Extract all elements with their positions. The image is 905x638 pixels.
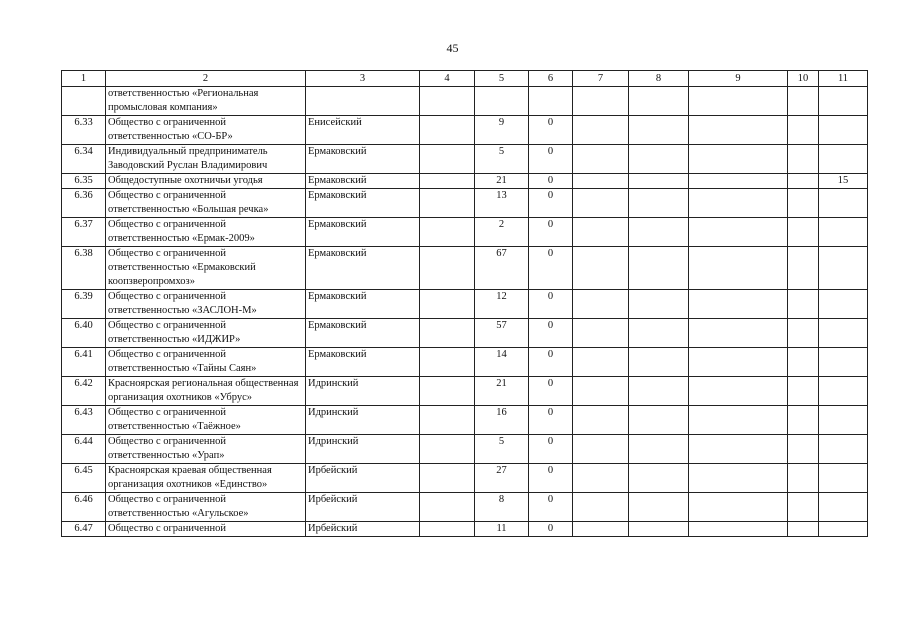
table-cell bbox=[689, 116, 788, 145]
table-cell bbox=[420, 247, 475, 290]
table-cell bbox=[689, 218, 788, 247]
table-cell bbox=[788, 377, 819, 406]
table-cell bbox=[788, 406, 819, 435]
table-cell bbox=[573, 189, 629, 218]
table-cell bbox=[819, 319, 868, 348]
table-cell: 8 bbox=[475, 493, 529, 522]
table-cell: 0 bbox=[529, 377, 573, 406]
table-cell bbox=[475, 87, 529, 116]
table-cell bbox=[689, 464, 788, 493]
table-cell bbox=[420, 522, 475, 537]
table-cell bbox=[788, 522, 819, 537]
table-cell bbox=[689, 247, 788, 290]
table-cell bbox=[819, 145, 868, 174]
table-cell: Ирбейский bbox=[306, 522, 420, 537]
table-cell: Ермаковский bbox=[306, 189, 420, 218]
page-number: 45 bbox=[446, 41, 459, 55]
table-cell bbox=[573, 435, 629, 464]
table-cell bbox=[819, 290, 868, 319]
table-cell bbox=[788, 189, 819, 218]
table-cell: 67 bbox=[475, 247, 529, 290]
table-cell bbox=[819, 348, 868, 377]
table-cell bbox=[819, 189, 868, 218]
table-row bbox=[62, 493, 868, 522]
table-cell bbox=[819, 522, 868, 537]
table-cell: Общество с ограниченной ответственностью «Тайны Саян» bbox=[106, 348, 306, 377]
table-cell bbox=[420, 174, 475, 189]
table-cell bbox=[420, 319, 475, 348]
table-cell bbox=[420, 493, 475, 522]
table-cell: Идринский bbox=[306, 435, 420, 464]
table-cell bbox=[788, 464, 819, 493]
table-cell bbox=[788, 116, 819, 145]
table-cell: Общество с ограниченной ответственностью «Таёжное» bbox=[106, 406, 306, 435]
table-cell: 0 bbox=[529, 145, 573, 174]
table-cell bbox=[629, 377, 689, 406]
table-cell: Общество с ограниченной ответственностью «ИДЖИР» bbox=[106, 319, 306, 348]
table-row bbox=[62, 189, 868, 218]
table-cell: 9 bbox=[475, 116, 529, 145]
table-cell bbox=[788, 218, 819, 247]
table-cell bbox=[689, 406, 788, 435]
column-header: 5 bbox=[475, 71, 529, 87]
table-cell bbox=[689, 493, 788, 522]
table-cell: Ермаковский bbox=[306, 247, 420, 290]
table-cell bbox=[788, 247, 819, 290]
table-cell: Общество с ограниченной ответственностью «Урап» bbox=[106, 435, 306, 464]
table-cell bbox=[819, 435, 868, 464]
table-cell: 6.39 bbox=[62, 290, 106, 319]
table-cell bbox=[629, 218, 689, 247]
table-cell bbox=[819, 377, 868, 406]
table-cell bbox=[573, 406, 629, 435]
table-cell: Общество с ограниченной ответственностью «Большая речка» bbox=[106, 189, 306, 218]
table-cell bbox=[573, 319, 629, 348]
table-cell: 0 bbox=[529, 435, 573, 464]
table-cell bbox=[573, 290, 629, 319]
table-cell: 6.45 bbox=[62, 464, 106, 493]
table-cell bbox=[629, 247, 689, 290]
table-cell bbox=[788, 290, 819, 319]
table-cell: 6.47 bbox=[62, 522, 106, 537]
table-cell: Идринский bbox=[306, 377, 420, 406]
table-cell: Ирбейский bbox=[306, 493, 420, 522]
table-cell bbox=[629, 189, 689, 218]
table-cell bbox=[420, 435, 475, 464]
data-table bbox=[61, 70, 868, 537]
table-cell bbox=[819, 218, 868, 247]
table-cell: 6.35 bbox=[62, 174, 106, 189]
table-cell bbox=[629, 522, 689, 537]
column-header: 7 bbox=[573, 71, 629, 87]
table-cell bbox=[573, 145, 629, 174]
table-cell: Ирбейский bbox=[306, 464, 420, 493]
table-cell: 12 bbox=[475, 290, 529, 319]
table-cell: 0 bbox=[529, 522, 573, 537]
table-cell bbox=[573, 247, 629, 290]
table-cell: 0 bbox=[529, 218, 573, 247]
table-cell: 0 bbox=[529, 290, 573, 319]
table-row bbox=[62, 218, 868, 247]
table-cell: 15 bbox=[819, 174, 868, 189]
table-cell: 6.43 bbox=[62, 406, 106, 435]
table-cell: 6.40 bbox=[62, 319, 106, 348]
table-cell bbox=[788, 493, 819, 522]
table-cell: Общество с ограниченной bbox=[106, 522, 306, 537]
table-cell: 0 bbox=[529, 348, 573, 377]
table-cell bbox=[629, 493, 689, 522]
table-cell: 0 bbox=[529, 493, 573, 522]
table-cell bbox=[819, 464, 868, 493]
table-cell: Красноярская краевая общественная организация охотников «Единство» bbox=[106, 464, 306, 493]
table-cell bbox=[573, 493, 629, 522]
table-cell: 21 bbox=[475, 377, 529, 406]
table-cell: 6.38 bbox=[62, 247, 106, 290]
table-cell bbox=[629, 406, 689, 435]
table-cell bbox=[629, 116, 689, 145]
table-cell: 2 bbox=[475, 218, 529, 247]
table-cell: 6.41 bbox=[62, 348, 106, 377]
table-cell bbox=[573, 522, 629, 537]
column-header: 8 bbox=[629, 71, 689, 87]
table-cell: 0 bbox=[529, 464, 573, 493]
column-header: 6 bbox=[529, 71, 573, 87]
table-cell: Общедоступные охотничьи угодья bbox=[106, 174, 306, 189]
table-cell bbox=[420, 348, 475, 377]
table-cell: Индивидуальный предприниматель Заводовский Руслан Владимирович bbox=[106, 145, 306, 174]
table-cell bbox=[788, 319, 819, 348]
table-header-row bbox=[62, 71, 868, 87]
table-cell bbox=[573, 116, 629, 145]
table-cell: Ермаковский bbox=[306, 290, 420, 319]
table-cell bbox=[689, 87, 788, 116]
table-row bbox=[62, 377, 868, 406]
table-row bbox=[62, 406, 868, 435]
table-cell bbox=[689, 435, 788, 464]
table-cell bbox=[689, 189, 788, 218]
table-cell bbox=[689, 319, 788, 348]
table-cell: Ермаковский bbox=[306, 218, 420, 247]
table-cell bbox=[573, 464, 629, 493]
table-cell: Ермаковский bbox=[306, 174, 420, 189]
table-cell bbox=[629, 174, 689, 189]
table-cell: 6.44 bbox=[62, 435, 106, 464]
table-cell bbox=[573, 87, 629, 116]
table-cell: 0 bbox=[529, 247, 573, 290]
table-cell bbox=[819, 406, 868, 435]
table-cell: 5 bbox=[475, 435, 529, 464]
table-cell bbox=[420, 145, 475, 174]
table-cell bbox=[788, 348, 819, 377]
table-cell: Общество с ограниченной ответственностью «Ермак-2009» bbox=[106, 218, 306, 247]
table-cell: ответственностью «Региональная промысловая компания» bbox=[106, 87, 306, 116]
table-cell: Общество с ограниченной ответственностью «Агульское» bbox=[106, 493, 306, 522]
table-cell: 5 bbox=[475, 145, 529, 174]
table-cell bbox=[788, 174, 819, 189]
table-cell: 6.33 bbox=[62, 116, 106, 145]
table-cell bbox=[629, 87, 689, 116]
table-cell bbox=[788, 435, 819, 464]
table-cell bbox=[788, 145, 819, 174]
table-cell: 14 bbox=[475, 348, 529, 377]
table-cell bbox=[819, 247, 868, 290]
table-cell bbox=[62, 87, 106, 116]
table-cell bbox=[788, 87, 819, 116]
table-row bbox=[62, 290, 868, 319]
table-cell: Идринский bbox=[306, 406, 420, 435]
table-cell: 0 bbox=[529, 406, 573, 435]
table-cell bbox=[819, 116, 868, 145]
table-cell: Общество с ограниченной ответственностью «ЗАСЛОН-М» bbox=[106, 290, 306, 319]
table-cell bbox=[629, 435, 689, 464]
table-cell: Ермаковский bbox=[306, 348, 420, 377]
table-cell bbox=[689, 174, 788, 189]
column-header: 1 bbox=[62, 71, 106, 87]
table-cell: Общество с ограниченной ответственностью «Ермаковский коопзверопромхоз» bbox=[106, 247, 306, 290]
table-row bbox=[62, 319, 868, 348]
table-cell bbox=[689, 522, 788, 537]
table-row bbox=[62, 348, 868, 377]
table-cell: 0 bbox=[529, 189, 573, 218]
table-cell bbox=[420, 464, 475, 493]
table-cell bbox=[629, 145, 689, 174]
table-cell bbox=[573, 174, 629, 189]
table-row bbox=[62, 464, 868, 493]
table-cell: 0 bbox=[529, 319, 573, 348]
column-header: 4 bbox=[420, 71, 475, 87]
table-cell bbox=[629, 319, 689, 348]
table-cell bbox=[306, 87, 420, 116]
table-row bbox=[62, 174, 868, 189]
table-cell bbox=[629, 464, 689, 493]
table-cell bbox=[420, 377, 475, 406]
table-cell bbox=[420, 406, 475, 435]
table-row bbox=[62, 247, 868, 290]
table-cell: 27 bbox=[475, 464, 529, 493]
table-cell bbox=[689, 145, 788, 174]
table-cell bbox=[420, 218, 475, 247]
table-cell bbox=[573, 377, 629, 406]
column-header: 2 bbox=[106, 71, 306, 87]
table-cell: 13 bbox=[475, 189, 529, 218]
table-cell: Енисейский bbox=[306, 116, 420, 145]
table-cell bbox=[420, 116, 475, 145]
table-cell bbox=[689, 348, 788, 377]
column-header: 10 bbox=[788, 71, 819, 87]
table-row bbox=[62, 116, 868, 145]
table-cell bbox=[819, 493, 868, 522]
table-cell: 21 bbox=[475, 174, 529, 189]
table-cell: Ермаковский bbox=[306, 145, 420, 174]
table-cell bbox=[689, 377, 788, 406]
table-cell bbox=[420, 290, 475, 319]
table-cell: 0 bbox=[529, 174, 573, 189]
table-cell: 6.46 bbox=[62, 493, 106, 522]
table-cell bbox=[819, 87, 868, 116]
table-cell: 57 bbox=[475, 319, 529, 348]
table-cell: 6.34 bbox=[62, 145, 106, 174]
table-cell: 6.37 bbox=[62, 218, 106, 247]
table-row bbox=[62, 87, 868, 116]
column-header: 9 bbox=[689, 71, 788, 87]
table-cell bbox=[573, 348, 629, 377]
table-cell: Красноярская региональная общественная организация охотников «Убрус» bbox=[106, 377, 306, 406]
table-row bbox=[62, 145, 868, 174]
table-cell: Общество с ограниченной ответственностью «СО-БР» bbox=[106, 116, 306, 145]
table-cell bbox=[573, 218, 629, 247]
table-cell: 6.42 bbox=[62, 377, 106, 406]
table-cell: 0 bbox=[529, 116, 573, 145]
table-cell bbox=[629, 290, 689, 319]
table-cell bbox=[629, 348, 689, 377]
table-cell: 6.36 bbox=[62, 189, 106, 218]
column-header: 3 bbox=[306, 71, 420, 87]
table-row bbox=[62, 522, 868, 537]
column-header: 11 bbox=[819, 71, 868, 87]
table-cell bbox=[420, 189, 475, 218]
table-cell: 16 bbox=[475, 406, 529, 435]
table-row bbox=[62, 435, 868, 464]
table-cell bbox=[420, 87, 475, 116]
table-cell: Ермаковский bbox=[306, 319, 420, 348]
table-cell: 11 bbox=[475, 522, 529, 537]
table-cell bbox=[529, 87, 573, 116]
table-cell bbox=[689, 290, 788, 319]
